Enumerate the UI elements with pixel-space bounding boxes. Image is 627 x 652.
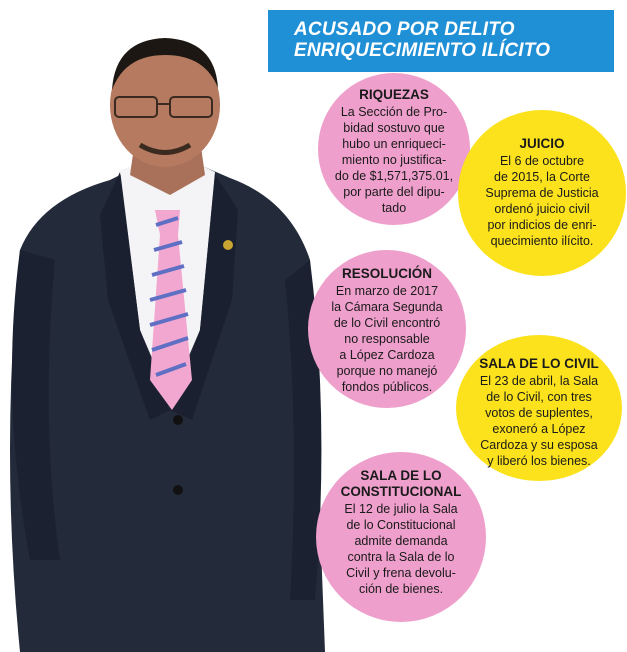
bubble-line: por indicios de enri- (487, 218, 597, 232)
bubble-line: votos de suplentes, (485, 406, 593, 420)
bubble-line: bidad sostuvo que (343, 121, 445, 135)
bubble-line: miento no justifica- (341, 153, 447, 167)
bubble-line: La Sección de Pro- (340, 105, 448, 119)
bubble-resolucion (308, 250, 466, 408)
bubble-title-line: SALA DE LO (360, 468, 442, 483)
bubble-title: RIQUEZAS (359, 87, 429, 102)
bubble-line: Civil y frena devolu- (346, 566, 456, 580)
bubble-body (320, 283, 454, 395)
bubble-line: Cardoza y su esposa (480, 438, 598, 452)
bubble-line: la Cámara Segunda (331, 300, 443, 314)
bubble-line: porque no manejó (336, 364, 438, 378)
bubble-body (472, 153, 612, 249)
bubble-body (468, 373, 610, 469)
bubble-title: RESOLUCIÓN (341, 266, 432, 281)
bubble-line: El 23 de abril, la Sala (479, 374, 599, 388)
headline-line-1: ACUSADO POR DELITO (294, 19, 515, 40)
bubble-line: do de $1,571,375.01, (334, 169, 454, 183)
bubble-line: y liberó los bienes. (487, 454, 591, 468)
headline-text (294, 19, 550, 61)
bubble-line: fondos públicos. (341, 380, 433, 394)
bubble-line: de lo Constitucional (346, 518, 456, 532)
bubble-sala-constitucional (316, 452, 486, 622)
bubble-title: SALA DE LO CIVIL (479, 356, 599, 371)
bubble-sala-civil (456, 335, 622, 481)
bubble-line: tado (381, 201, 407, 215)
headline-banner (268, 10, 614, 72)
bubble-line: de lo Civil, con tres (486, 390, 592, 404)
bubble-line: exoneró a López (492, 422, 586, 436)
bubble-line: de lo Civil encontró (333, 316, 441, 330)
bubble-body (332, 501, 470, 597)
bubble-line: ordenó juicio civil (494, 202, 590, 216)
bubble-line: El 12 de julio la Sala (344, 502, 458, 516)
bubble-line: hubo un enriqueci- (342, 137, 446, 151)
bubble-title (332, 468, 470, 500)
bubble-line: por parte del dipu- (343, 185, 445, 199)
bubble-line: ción de bienes. (358, 582, 444, 596)
bubble-line: no responsable (344, 332, 430, 346)
bubble-line: En marzo de 2017 (335, 284, 439, 298)
headline-line-2: ENRIQUECIMIENTO ILÍCITO (294, 40, 551, 61)
bubble-line: El 6 de octubre (499, 154, 585, 168)
bubble-title-line: CONSTITUCIONAL (340, 484, 462, 499)
bubble-line: contra la Sala de lo (347, 550, 455, 564)
bubble-body (330, 104, 458, 216)
bubble-line: de 2015, la Corte (494, 170, 590, 184)
bubble-juicio (458, 110, 626, 276)
bubble-line: a López Cardoza (339, 348, 435, 362)
bubble-line: admite demanda (354, 534, 448, 548)
bubble-line: quecimiento ilícito. (490, 234, 594, 248)
bubble-riquezas (318, 73, 470, 225)
bubble-title: JUICIO (519, 136, 565, 151)
bubble-line: Suprema de Justicia (485, 186, 599, 200)
